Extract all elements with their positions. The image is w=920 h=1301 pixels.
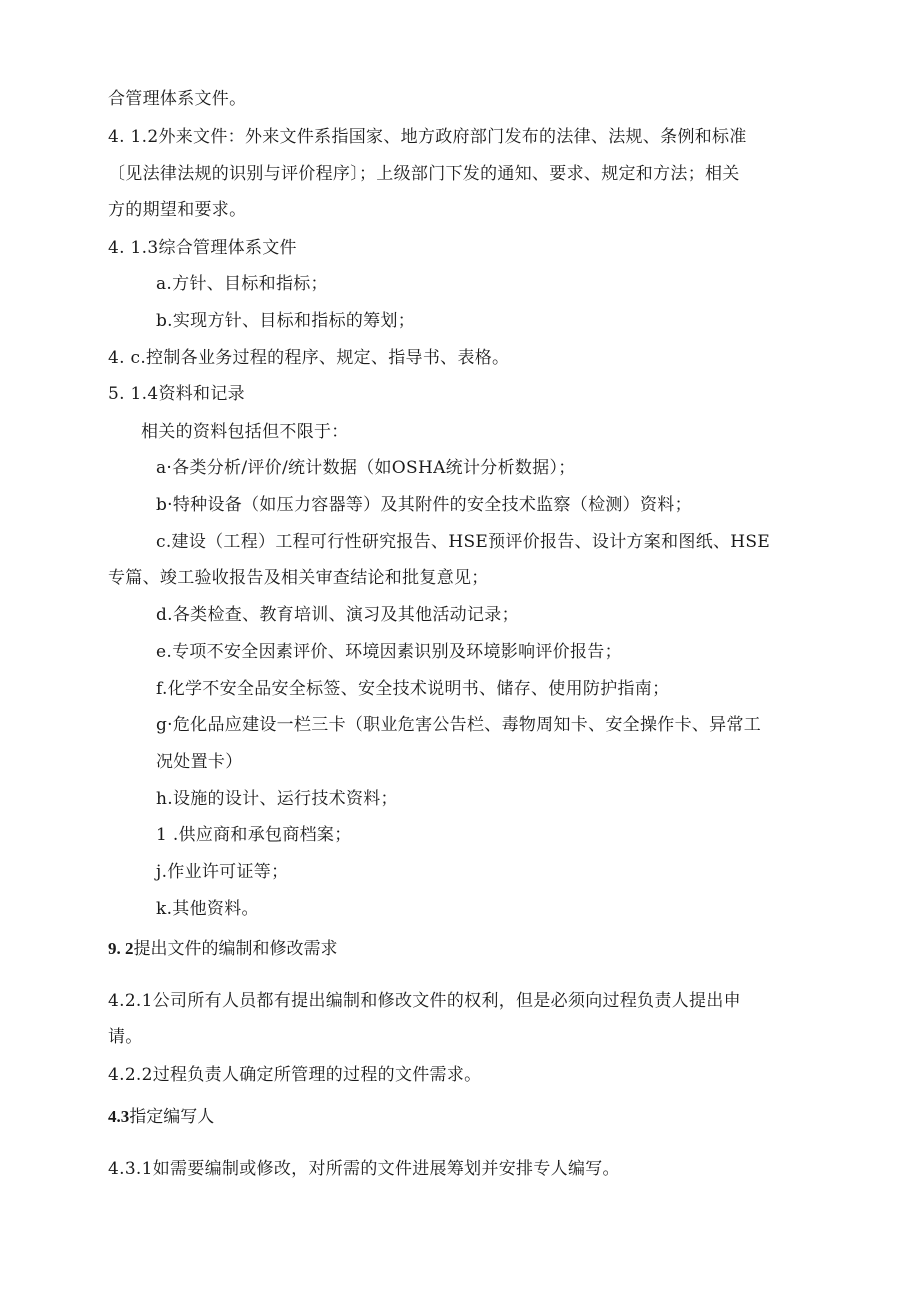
list-item: g·危化品应建设一栏三卡（职业危害公告栏、毒物周知卡、安全操作卡、异常工 xyxy=(156,715,762,735)
list-item: 4. c.控制各业务过程的程序、规定、指导书、表格。 xyxy=(108,348,510,368)
paragraph-line: 合管理体系文件。 xyxy=(108,89,247,109)
section-title: 提出文件的编制和修改需求 xyxy=(133,939,338,959)
paragraph-line: 请。 xyxy=(108,1027,143,1047)
list-item: e.专项不安全因素评价、环境因素识别及环境影响评价报告； xyxy=(156,642,622,662)
list-item: k.其他资料。 xyxy=(156,899,259,919)
paragraph-line: 相关的资料包括但不限于： xyxy=(141,422,349,442)
paragraph-line: 〔见法律法规的识别与评价程序〕；上级部门下发的通知、要求、规定和方法；相关 xyxy=(108,164,740,184)
list-item: h.设施的设计、运行技术资料； xyxy=(156,789,398,809)
list-item: b·特种设备（如压力容器等）及其附件的安全技术监察（检测）资料； xyxy=(156,495,692,515)
paragraph-line: 4.3.1如需要编制或修改，对所需的文件进展筹划并安排专人编写。 xyxy=(108,1159,620,1179)
list-item: j.作业许可证等； xyxy=(156,862,289,882)
section-heading xyxy=(108,938,338,960)
section-heading: 4. 1.3综合管理体系文件 xyxy=(108,238,297,258)
section-heading xyxy=(108,1106,214,1128)
list-item: b.实现方针、目标和指标的筹划； xyxy=(156,311,416,331)
section-title: 指定编写人 xyxy=(129,1107,215,1127)
list-item-continuation: 况处置卡） xyxy=(156,752,243,772)
list-item: c.建设（工程）工程可行性研究报告、HSE预评价报告、设计方案和图纸、HSE xyxy=(156,532,771,552)
list-item: a.方针、目标和指标； xyxy=(156,274,328,294)
list-item: f.化学不安全品安全标签、安全技术说明书、储存、使用防护指南； xyxy=(156,679,670,699)
list-item: a·各类分析/评价/统计数据（如OSHA统计分析数据）； xyxy=(156,458,576,478)
list-item: 1 .供应商和承包商档案； xyxy=(156,825,352,845)
list-item-continuation: 专篇、竣工验收报告及相关审查结论和批复意见； xyxy=(108,568,489,588)
paragraph-line: 4.2.2过程负责人确定所管理的过程的文件需求。 xyxy=(108,1065,482,1085)
paragraph-line: 4.2.1公司所有人员都有提出编制和修改文件的权利，但是必须向过程负责人提出申 xyxy=(108,991,741,1011)
section-heading: 5. 1.4资料和记录 xyxy=(108,384,245,404)
section-number: 9. 2 xyxy=(108,939,134,958)
paragraph-line: 4. 1.2外来文件：外来文件系指国家、地方政府部门发布的法律、法规、条例和标准 xyxy=(108,127,747,147)
paragraph-line: 方的期望和要求。 xyxy=(108,200,247,220)
section-number: 4.3 xyxy=(108,1107,130,1126)
list-item: d.各类检查、教育培训、演习及其他活动记录； xyxy=(156,605,519,625)
